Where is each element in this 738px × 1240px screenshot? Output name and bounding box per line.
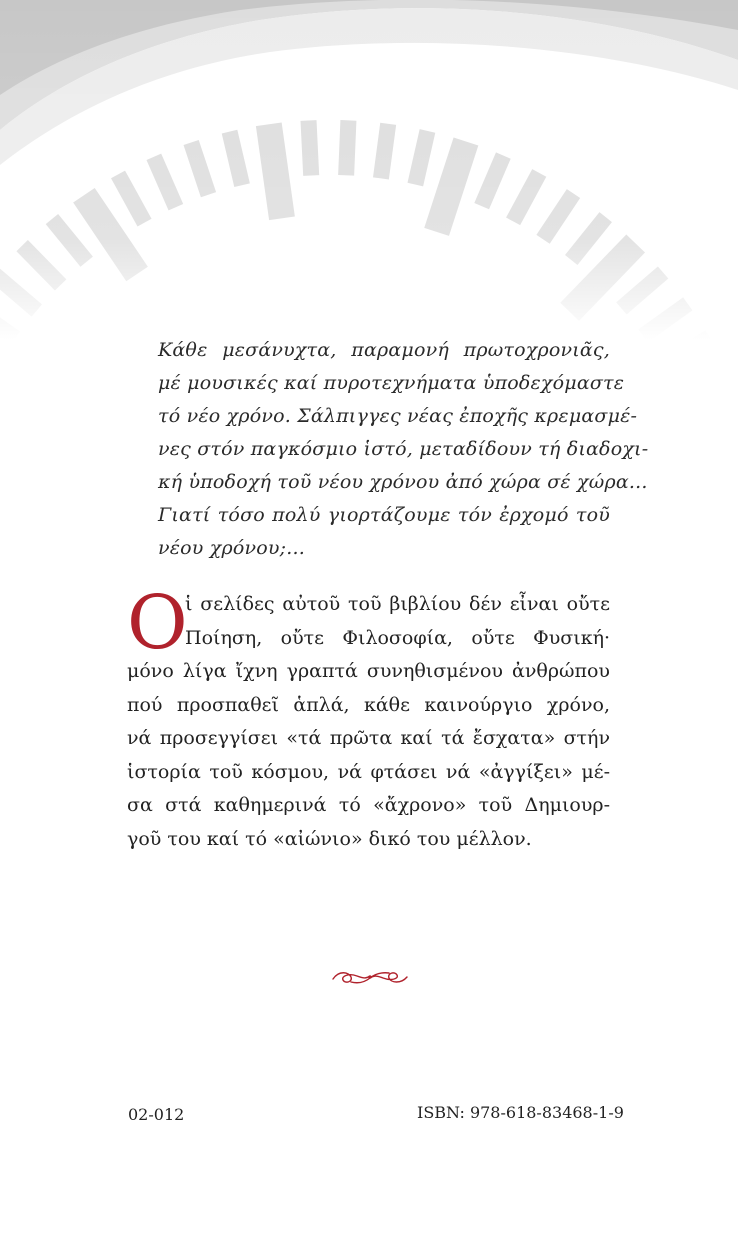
body-line: πού προσπαθεῖ ἁπλά, κάθε καινούργιο χρόνο, bbox=[127, 693, 610, 716]
body-line: γοῦ του καί τό «αἰώνιο» δικό του μέλλον. bbox=[127, 827, 532, 850]
body-line: ἱστορία τοῦ κόσμου, νά φτάσει νά «ἀγγίξει» μέ- bbox=[127, 760, 610, 783]
body-line: σα στά καθημερινά τό «ἄχρονο» τοῦ Δημιουρ- bbox=[127, 794, 610, 816]
intro-paragraph bbox=[158, 334, 649, 565]
body-line: μόνο λίγα ἴχνη γραπτά συνηθισμένου ἀνθρώπου bbox=[127, 660, 610, 682]
intro-line: μέ μουσικές καί πυροτεχνήματα ὑποδεχόμαστε bbox=[158, 372, 625, 394]
body-line: ἱ σελίδες αὐτοῦ τοῦ βιβλίου δέν εἶναι οὔτε bbox=[185, 593, 610, 615]
intro-line: Γιατί τόσο πολύ γιορτάζουμε τόν ἐρχομό τοῦ bbox=[158, 504, 610, 526]
flourish-ornament-icon bbox=[331, 966, 409, 988]
intro-line: κή ὑποδοχή τοῦ νέου χρόνου ἀπό χώρα σέ χώρα... bbox=[158, 471, 648, 493]
body-paragraph bbox=[127, 580, 610, 856]
intro-line: Κάθε μεσάνυχτα, παραμονή πρωτοχρονιᾶς, bbox=[158, 339, 610, 361]
body-line: νά προσεγγίσει «τά πρῶτα καί τά ἔσχατα» στήν bbox=[127, 727, 610, 749]
body-line: Ποίηση, οὔτε Φιλοσοφία, οὔτε Φυσική· bbox=[185, 626, 610, 649]
isbn-label: ISBN: 978-618-83468-1-9 bbox=[417, 1103, 624, 1122]
clock-face-background bbox=[0, 0, 738, 340]
product-code: 02-012 bbox=[128, 1105, 185, 1124]
intro-line: τό νέο χρόνο. Σάλπιγγες νέας ἐποχῆς κρεμασμέ- bbox=[158, 405, 638, 427]
intro-line: νες στόν παγκόσμιο ἱστό, μεταδίδουν τή διαδοχι- bbox=[158, 438, 649, 460]
drop-cap: O bbox=[127, 580, 188, 666]
intro-line: νέου χρόνου;... bbox=[158, 537, 305, 559]
